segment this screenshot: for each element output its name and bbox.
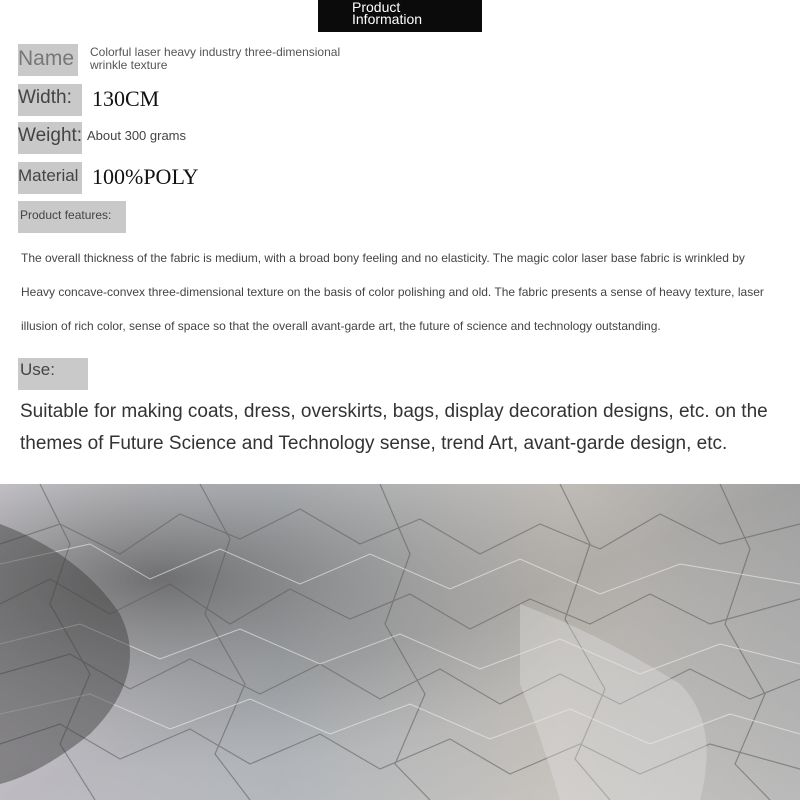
width-label: Width: <box>18 84 82 116</box>
material-value: 100%POLY <box>92 164 199 189</box>
features-line-1: The overall thickness of the fabric is medium, with a broad bony feeling and no elasticity. The magic color laser base fabric is wrinkled by <box>21 251 745 265</box>
weight-value: About 300 grams <box>87 128 187 143</box>
weight-label: Weight: <box>18 122 82 154</box>
use-label: Use: <box>18 358 88 390</box>
name-value: Colorful laser heavy industry three-dimensional wrinkle texture <box>90 45 341 72</box>
badge-line-1: Product <box>352 0 401 15</box>
features-line-2: Heavy concave-convex three-dimensional texture on the basis of color polishing and old. The fabric presents a sense of heavy texture, laser <box>21 285 764 299</box>
wrinkled-laser-fabric-image <box>0 484 800 800</box>
use-description: Suitable for making coats, dress, overskirts, bags, display decoration designs, etc. on the themes of Future Science and Technology sense, trend Art, avant-garde design, etc. <box>20 401 768 454</box>
width-value: 130CM <box>92 86 160 111</box>
product-information-badge <box>318 0 482 32</box>
material-label: Material <box>18 162 82 194</box>
features-line-3: illusion of rich color, sense of space so that the overall avant-garde art, the future of science and technology outstanding. <box>21 319 661 333</box>
name-label: Name <box>18 44 78 76</box>
fabric-texture-photo <box>0 484 800 800</box>
product-features-label: Product features: <box>18 201 126 233</box>
badge-line-2: Information <box>352 11 423 27</box>
